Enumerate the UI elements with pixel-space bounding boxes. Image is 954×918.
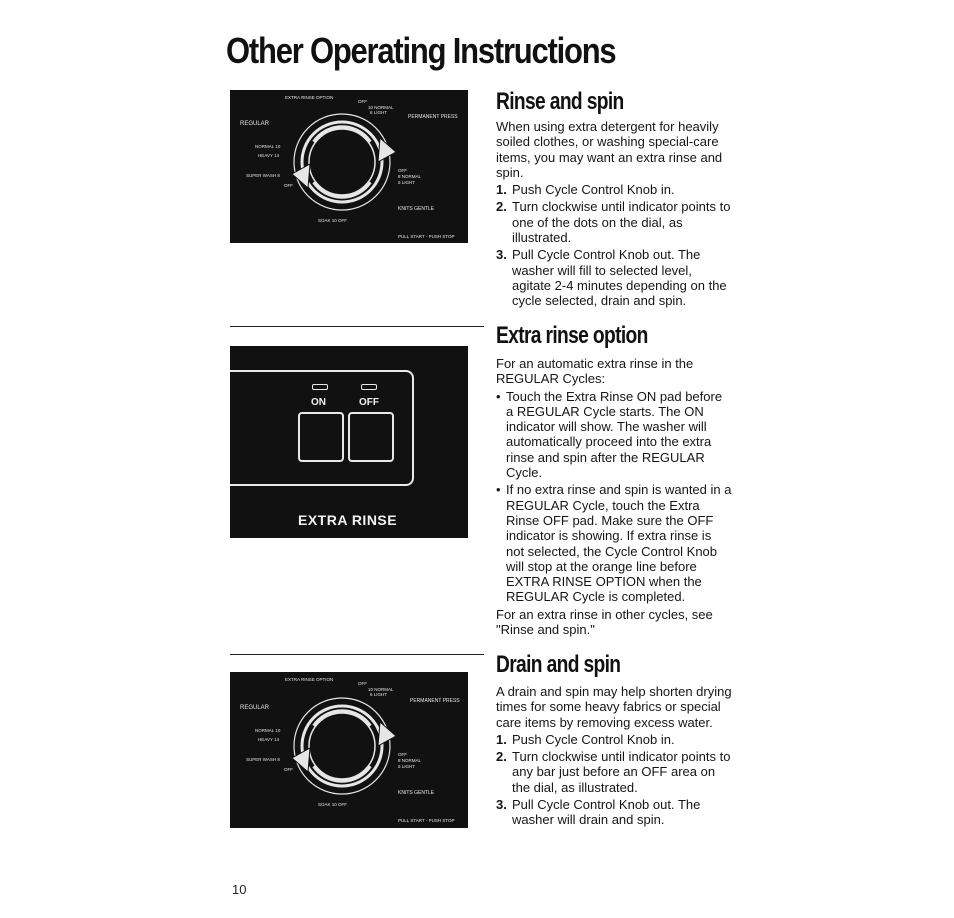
dial-permanent-press: PERMANENT PRESS <box>410 698 460 704</box>
step-text: Push Cycle Control Knob in. <box>512 182 675 198</box>
extra-rinse-on-pad[interactable] <box>298 412 344 462</box>
divider <box>230 326 484 327</box>
dial-off-left: OFF <box>284 183 293 188</box>
drain-step <box>496 797 732 828</box>
dial-super-wash: SUPER WASH 8 <box>246 757 280 762</box>
step-text: Pull Cycle Control Knob out. The washer will fill to selected level, agitate 2-4 minutes depending on the cycle selected, drain and spin. <box>512 247 727 309</box>
dial-normal-8: 8 NORMAL <box>398 758 422 763</box>
step-number: 2. <box>496 199 507 215</box>
step-text: Turn clockwise until indicator points to any bar just before an OFF area on the dial, as illustrated. <box>512 749 731 795</box>
dial-top-label: EXTRA RINSE OPTION <box>285 677 334 682</box>
drain-step <box>496 732 732 747</box>
off-label: OFF <box>359 397 379 408</box>
step-number: 2. <box>496 749 507 765</box>
page-title: Other Operating Instructions <box>226 30 616 71</box>
dial-off-top: OFF <box>358 99 367 104</box>
on-label: ON <box>311 397 326 408</box>
dial-top-label: EXTRA RINSE OPTION <box>285 95 334 100</box>
dial-off-right: OFF <box>398 752 407 757</box>
bullet-dot: • <box>496 482 501 498</box>
step-number: 1. <box>496 731 507 747</box>
step-number: 3. <box>496 797 507 813</box>
drain-and-spin-body <box>496 684 732 828</box>
extra-rinse-footer: For an extra rinse in other cycles, see "Rinse and spin." <box>496 606 713 638</box>
dial-knits-gentle: KNITS GENTLE <box>398 206 435 212</box>
extra-rinse-option-body <box>496 356 732 637</box>
dial-permanent-press: PERMANENT PRESS <box>408 114 458 120</box>
bullet-item <box>496 389 732 481</box>
dial-regular: REGULAR <box>240 121 270 127</box>
dial-regular: REGULAR <box>240 705 270 711</box>
bullet-text: If no extra rinse and spin is wanted in a REGULAR Cycle, touch the Extra Rinse OFF pad. Make sure the OFF indicator is showing. If extra rinse is not selected, the Cycle Control Knob will stop at the orange line before EXTRA RINSE OPTION when the REGULAR Cycle is completed. <box>506 482 732 605</box>
dial-light-top: 6 LIGHT <box>370 692 388 697</box>
dial-light-top: 6 LIGHT <box>370 110 388 115</box>
dial-super-wash: SUPER WASH 8 <box>246 173 280 178</box>
dial-off-right: OFF <box>398 168 407 173</box>
step-number: 3. <box>496 247 507 263</box>
dial-knob <box>294 114 390 210</box>
drain-step <box>496 749 732 795</box>
rinse-step <box>496 182 732 197</box>
heading-rinse-and-spin: Rinse and spin <box>496 88 624 115</box>
dial-soak: SOAK 10 OFF <box>318 218 348 223</box>
dial-soak: SOAK 10 OFF <box>318 802 348 807</box>
dial-off-top: OFF <box>358 681 367 686</box>
dial-illustration-drain <box>230 672 468 828</box>
on-indicator <box>312 384 328 390</box>
dial-normal-top: 10 NORMAL <box>368 687 394 692</box>
rinse-step <box>496 247 732 308</box>
extra-rinse-label: EXTRA RINSE <box>298 512 398 528</box>
dial-normal-top: 10 NORMAL <box>368 105 394 110</box>
bullet-text: Touch the Extra Rinse ON pad before a REGULAR Cycle starts. The ON indicator will show. The washer will automatically proceed into the extra rinse and spin after the REGULAR Cycle. <box>506 388 723 481</box>
dial-light-5: 5 LIGHT <box>398 764 416 769</box>
step-text: Turn clockwise until indicator points to one of the dots on the dial, as illustrated. <box>512 199 731 246</box>
divider <box>230 654 484 655</box>
bullet-item <box>496 482 732 604</box>
extra-rinse-intro: For an automatic extra rinse in the REGULAR Cycles: <box>496 356 694 387</box>
dial-illustration-rinse <box>230 90 468 243</box>
dial-normal-10: NORMAL 10 <box>255 728 281 733</box>
step-text: Push Cycle Control Knob in. <box>512 731 675 747</box>
dial-normal-8: 8 NORMAL <box>398 174 422 179</box>
dial-arrows <box>292 722 396 772</box>
dial-pull-start: PULL START - PUSH STOP <box>398 234 455 239</box>
dial-off-left: OFF <box>284 767 293 772</box>
dial-knob <box>294 698 390 794</box>
dial-knits-gentle: KNITS GENTLE <box>398 790 435 796</box>
extra-rinse-off-pad[interactable] <box>348 412 394 462</box>
dial-normal-10: NORMAL 10 <box>255 144 281 149</box>
dial-pull-start: PULL START - PUSH STOP <box>398 818 455 823</box>
bullet-dot: • <box>496 388 501 404</box>
dial-light-5: 5 LIGHT <box>398 180 416 185</box>
page-number: 10 <box>232 882 247 897</box>
dial-arrows <box>292 138 396 188</box>
heading-extra-rinse-option: Extra rinse option <box>496 322 648 349</box>
dial-heavy-14: HEAVY 14 <box>258 153 280 158</box>
rinse-and-spin-body <box>496 119 732 309</box>
dial-heavy-14: HEAVY 14 <box>258 737 280 742</box>
rinse-intro: When using extra detergent for heavily soiled clothes, or washing special-care items, you may want an extra rinse and spin. <box>496 119 723 180</box>
step-number: 1. <box>496 182 507 198</box>
rinse-step <box>496 199 732 245</box>
off-indicator <box>361 384 377 390</box>
heading-drain-and-spin: Drain and spin <box>496 651 621 678</box>
drain-intro: A drain and spin may help shorten drying times for some heavy fabrics or special care items by removing excess water. <box>496 684 732 730</box>
step-text: Pull Cycle Control Knob out. The washer will drain and spin. <box>512 797 701 828</box>
